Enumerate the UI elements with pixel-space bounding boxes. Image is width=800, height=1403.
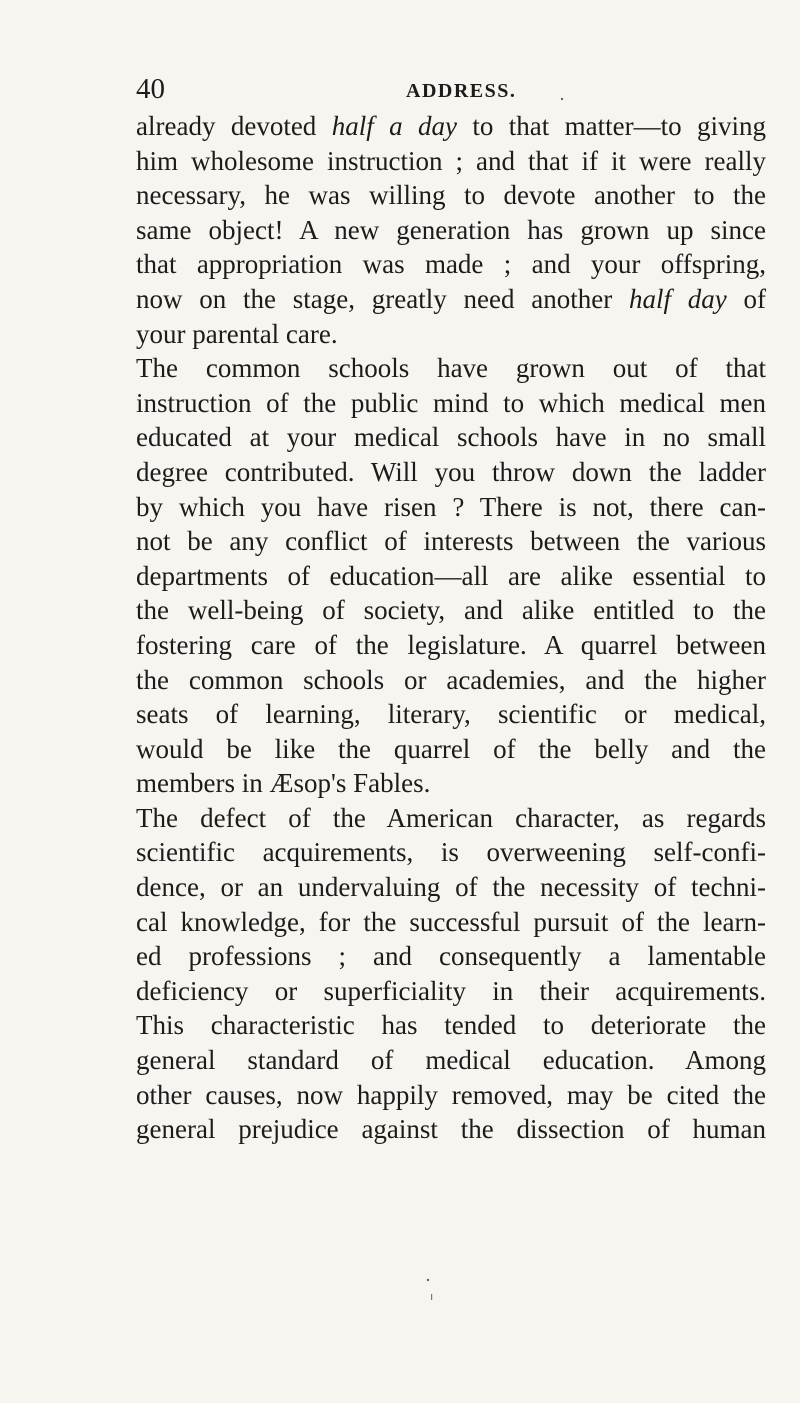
text-run: the well-being of society, and alike entitled to the <box>136 595 766 626</box>
text-line <box>136 1078 766 1113</box>
text-line <box>136 974 766 1009</box>
text-run: deficiency or superficiality in their acquirements. <box>136 975 766 1006</box>
text-line <box>136 524 766 559</box>
text-line <box>136 247 766 282</box>
text-line <box>136 801 766 836</box>
text-line <box>136 178 766 213</box>
text-line <box>136 628 766 663</box>
text-line <box>136 766 766 801</box>
text-run: other causes, now happily removed, may be cited the <box>136 1079 766 1110</box>
text-run: not be any conflict of interests between the various <box>136 526 766 557</box>
text-line <box>136 697 766 732</box>
text-run: scientific acquirements, is overweening self-confi- <box>136 837 766 868</box>
paper-speck <box>431 1294 432 1300</box>
text-line <box>136 420 766 455</box>
page-number: 40 <box>136 73 165 105</box>
text-line <box>136 1112 766 1147</box>
text-line <box>136 559 766 594</box>
text-run: The defect of the American character, as regards <box>136 802 766 833</box>
text-line <box>136 317 766 352</box>
text-run: ed professions ; and consequently a lamentable <box>136 941 766 972</box>
paper-speck <box>427 1279 429 1281</box>
text-run: by which you have risen ? There is not, there can- <box>136 491 766 522</box>
text-line <box>136 282 766 317</box>
text-line <box>136 939 766 974</box>
text-line <box>136 213 766 248</box>
text-line <box>136 351 766 386</box>
text-run: dence, or an undervaluing of the necessity of techni- <box>136 872 766 903</box>
italic-phrase: half a day <box>331 111 457 141</box>
text-run: the common schools or academies, and the higher <box>136 664 766 695</box>
running-head <box>136 72 766 106</box>
body-text <box>136 109 766 1147</box>
text-line <box>136 386 766 421</box>
text-run: The common schools have grown out of that <box>136 353 766 384</box>
text-run: general prejudice against the dissection of human <box>136 1114 766 1145</box>
text-line <box>136 593 766 628</box>
text-line <box>136 109 766 144</box>
text-run: same object! A new generation has grown up since <box>136 214 766 245</box>
text-line <box>136 663 766 698</box>
text-run: of <box>726 283 766 314</box>
text-run: now on the stage, greatly need another <box>136 283 629 314</box>
italic-phrase: half day <box>628 283 727 314</box>
text-run: instruction of the public mind to which medical men <box>136 387 766 418</box>
text-line <box>136 144 766 179</box>
text-run: fostering care of the legislature. A quarrel between <box>136 629 766 660</box>
text-line <box>136 905 766 940</box>
text-run: your parental care. <box>136 318 338 349</box>
text-run: degree contributed. Will you throw down the ladder <box>136 456 766 487</box>
text-run: that appropriation was made ; and your offspring, <box>136 249 766 280</box>
text-line <box>136 455 766 490</box>
text-line <box>136 490 766 525</box>
text-run: would be like the quarrel of the belly and the <box>136 733 766 764</box>
text-run: members in Æsop's Fables. <box>136 768 431 799</box>
text-run: him wholesome instruction ; and that if it were really <box>136 145 766 176</box>
text-run: seats of learning, literary, scientific or medical, <box>136 699 766 730</box>
text-run: to that matter—to giving <box>456 111 766 141</box>
text-run: already devoted <box>136 111 332 141</box>
text-run: general standard of medical education. Among <box>136 1045 766 1076</box>
text-run: departments of education—all are alike essential to <box>136 560 766 591</box>
text-run: This characteristic has tended to deteriorate the <box>136 1010 766 1041</box>
text-run: educated at your medical schools have in no small <box>136 422 766 453</box>
text-line <box>136 835 766 870</box>
text-line <box>136 732 766 767</box>
text-run: necessary, he was willing to devote another to the <box>136 180 766 211</box>
running-title: ADDRESS. <box>406 80 517 102</box>
text-line <box>136 870 766 905</box>
text-line <box>136 1043 766 1078</box>
text-run: cal knowledge, for the successful pursuit of the learn- <box>136 906 766 937</box>
text-line <box>136 1008 766 1043</box>
